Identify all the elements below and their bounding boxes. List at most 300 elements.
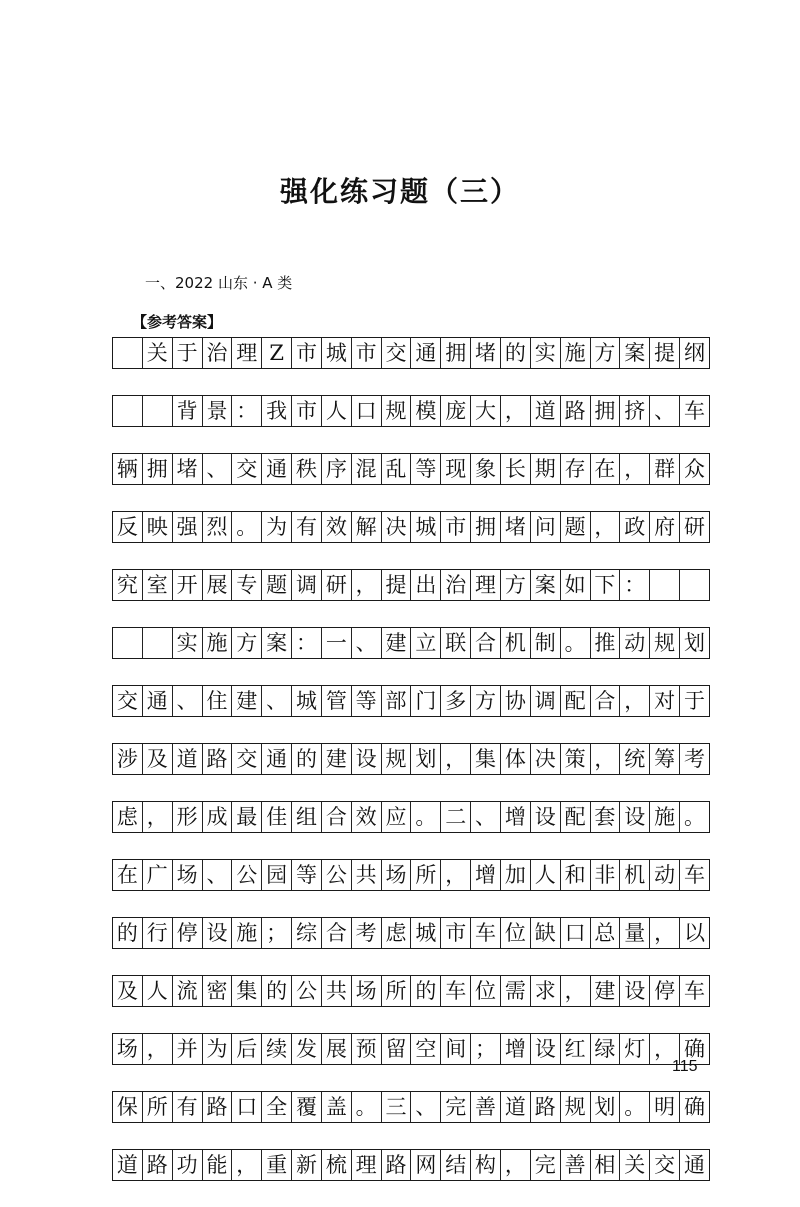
grid-cell: 府 — [650, 512, 680, 542]
grid-cell: 的 — [501, 338, 531, 368]
grid-cell: 灯 — [620, 1034, 650, 1064]
grid-cell: 增 — [471, 860, 501, 890]
grid-cell: 集 — [232, 976, 262, 1006]
grid-cell: 。 — [683, 804, 705, 829]
grid-cell: 场 — [352, 976, 382, 1006]
grid-row — [112, 627, 710, 659]
grid-cell: 堵 — [471, 338, 501, 368]
grid-cell: 研 — [683, 514, 705, 539]
grid-cell: 施 — [203, 628, 233, 658]
grid-cell: 完 — [531, 1150, 561, 1180]
grid-cell: 形 — [173, 802, 203, 832]
grid-cell: 二 — [441, 802, 471, 832]
grid-cell: 效 — [322, 512, 352, 542]
grid-cell: 虑 — [382, 918, 412, 948]
grid-cell: 期 — [531, 454, 561, 484]
grid-cell: 非 — [591, 860, 621, 890]
grid-cell: 合 — [322, 918, 352, 948]
grid-cell: 车 — [683, 978, 705, 1003]
grid-cell: 建 — [382, 628, 412, 658]
grid-cell: 密 — [203, 976, 233, 1006]
grid-cell: ， — [591, 512, 621, 542]
grid-cell: 所 — [411, 860, 441, 890]
grid-cell: 市 — [292, 396, 322, 426]
grid-row — [112, 337, 710, 369]
grid-cell: 综 — [292, 918, 322, 948]
grid-cell — [680, 570, 709, 600]
grid-cell: 、 — [203, 454, 233, 484]
grid-cell: 题 — [262, 570, 292, 600]
grid-cell: 的 — [113, 918, 143, 948]
grid-cell: 考 — [683, 746, 705, 771]
grid-cell: 有 — [173, 1092, 203, 1122]
grid-cell: 联 — [441, 628, 471, 658]
grid-cell: 调 — [531, 686, 561, 716]
grid-cell: 、 — [262, 686, 292, 716]
grid-cell: 车 — [471, 918, 501, 948]
grid-cell: 为 — [203, 1034, 233, 1064]
grid-cell: 。 — [561, 628, 591, 658]
grid-cell: 保 — [113, 1092, 143, 1122]
grid-cell: 调 — [292, 570, 322, 600]
grid-cell: 设 — [531, 1034, 561, 1064]
grid-cell: 关 — [620, 1150, 650, 1180]
grid-cell: 市 — [441, 512, 471, 542]
grid-cell: 拥 — [591, 396, 621, 426]
grid-row — [112, 1149, 710, 1181]
grid-cell: 建 — [591, 976, 621, 1006]
grid-cell: 全 — [262, 1092, 292, 1122]
grid-cell: 相 — [591, 1150, 621, 1180]
grid-cell: 功 — [173, 1150, 203, 1180]
grid-cell: 机 — [501, 628, 531, 658]
grid-cell: 施 — [561, 338, 591, 368]
grid-cell: 映 — [143, 512, 173, 542]
grid-cell: ； — [471, 1034, 501, 1064]
grid-cell: 住 — [203, 686, 233, 716]
grid-cell: 配 — [561, 686, 591, 716]
grid-cell: 堵 — [173, 454, 203, 484]
grid-cell: 共 — [352, 860, 382, 890]
grid-cell: 众 — [683, 456, 705, 481]
grid-cell: 纲 — [683, 340, 705, 365]
grid-cell: 划 — [683, 630, 705, 655]
grid-row — [112, 743, 710, 775]
grid-cell: 大 — [471, 396, 501, 426]
grid-cell: 空 — [411, 1034, 441, 1064]
grid-cell: 套 — [591, 802, 621, 832]
grid-cell: 、 — [173, 686, 203, 716]
grid-cell: 建 — [322, 744, 352, 774]
grid-cell: ， — [441, 860, 471, 890]
grid-row — [112, 917, 710, 949]
grid-cell: 红 — [561, 1034, 591, 1064]
grid-cell: 烈 — [203, 512, 233, 542]
grid-cell: 解 — [352, 512, 382, 542]
grid-cell: 应 — [382, 802, 412, 832]
grid-cell: 交 — [232, 744, 262, 774]
grid-cell: 室 — [143, 570, 173, 600]
grid-cell: 缺 — [531, 918, 561, 948]
grid-cell: 体 — [501, 744, 531, 774]
grid-cell: 公 — [232, 860, 262, 890]
grid-cell: 治 — [441, 570, 471, 600]
grid-cell: 混 — [352, 454, 382, 484]
page-title: 强化练习题（三） — [279, 175, 520, 208]
grid-cell: 立 — [411, 628, 441, 658]
grid-row — [112, 685, 710, 717]
grid-cell: 施 — [650, 802, 680, 832]
grid-cell: 堵 — [501, 512, 531, 542]
grid-cell: 研 — [322, 570, 352, 600]
grid-cell: 及 — [113, 976, 143, 1006]
grid-cell: 位 — [501, 918, 531, 948]
grid-cell: 明 — [650, 1092, 680, 1122]
grid-cell: 存 — [561, 454, 591, 484]
grid-cell: 有 — [292, 512, 322, 542]
grid-cell: 等 — [411, 454, 441, 484]
grid-cell: 在 — [591, 454, 621, 484]
grid-cell: 构 — [471, 1150, 501, 1180]
grid-cell: 群 — [650, 454, 680, 484]
grid-cell: 景 — [203, 396, 233, 426]
grid-cell: 乱 — [382, 454, 412, 484]
grid-cell: 及 — [143, 744, 173, 774]
grid-cell: 。 — [411, 802, 441, 832]
grid-cell: 决 — [531, 744, 561, 774]
grid-cell — [143, 396, 173, 426]
grid-cell: 多 — [441, 686, 471, 716]
grid-cell: ， — [591, 744, 621, 774]
grid-cell: 施 — [232, 918, 262, 948]
grid-cell: 规 — [561, 1092, 591, 1122]
grid-cell: 管 — [322, 686, 352, 716]
grid-cell: 究 — [113, 570, 143, 600]
grid-cell: 象 — [471, 454, 501, 484]
grid-cell: 开 — [173, 570, 203, 600]
grid-cell: 庞 — [441, 396, 471, 426]
grid-cell: 等 — [352, 686, 382, 716]
grid-cell: ， — [352, 570, 382, 600]
grid-cell: 场 — [382, 860, 412, 890]
grid-cell: 展 — [322, 1034, 352, 1064]
grid-cell: 背 — [173, 396, 203, 426]
grid-cell: 模 — [411, 396, 441, 426]
grid-cell: 善 — [561, 1150, 591, 1180]
grid-cell: 公 — [292, 976, 322, 1006]
grid-cell: 设 — [620, 802, 650, 832]
grid-cell: 提 — [650, 338, 680, 368]
grid-cell: 口 — [352, 396, 382, 426]
grid-cell: 路 — [561, 396, 591, 426]
grid-cell: 园 — [262, 860, 292, 890]
grid-cell: 盖 — [322, 1092, 352, 1122]
grid-cell: 成 — [203, 802, 233, 832]
grid-cell: 考 — [352, 918, 382, 948]
grid-cell: 关 — [143, 338, 173, 368]
answer-grid — [112, 337, 710, 1207]
grid-cell: ， — [232, 1150, 262, 1180]
grid-cell: 方 — [501, 570, 531, 600]
grid-cell: 下 — [591, 570, 621, 600]
grid-cell: 并 — [173, 1034, 203, 1064]
grid-row — [112, 975, 710, 1007]
grid-cell: 辆 — [113, 454, 143, 484]
grid-cell: 规 — [382, 744, 412, 774]
grid-cell: 人 — [143, 976, 173, 1006]
grid-cell: 所 — [143, 1092, 173, 1122]
grid-cell: 重 — [262, 1150, 292, 1180]
grid-row — [112, 453, 710, 485]
grid-cell: 在 — [113, 860, 143, 890]
grid-cell: 位 — [471, 976, 501, 1006]
grid-row — [112, 859, 710, 891]
grid-cell: ， — [620, 686, 650, 716]
grid-cell: 三 — [382, 1092, 412, 1122]
grid-cell: 道 — [113, 1150, 143, 1180]
grid-cell: 划 — [411, 744, 441, 774]
grid-cell: 最 — [232, 802, 262, 832]
grid-row — [112, 1033, 710, 1065]
grid-cell: 路 — [203, 1092, 233, 1122]
grid-cell: 案 — [262, 628, 292, 658]
grid-cell: 通 — [683, 1152, 705, 1177]
grid-cell: 行 — [143, 918, 173, 948]
grid-cell: 结 — [441, 1150, 471, 1180]
grid-cell — [113, 628, 143, 658]
grid-cell: 车 — [441, 976, 471, 1006]
grid-cell: 人 — [531, 860, 561, 890]
grid-cell: 通 — [143, 686, 173, 716]
grid-row — [112, 1091, 710, 1123]
grid-cell: 设 — [620, 976, 650, 1006]
grid-cell: 理 — [471, 570, 501, 600]
grid-cell: 广 — [143, 860, 173, 890]
grid-cell: 车 — [683, 398, 705, 423]
grid-cell: 佳 — [262, 802, 292, 832]
grid-cell: 预 — [352, 1034, 382, 1064]
grid-cell: 增 — [501, 802, 531, 832]
grid-cell: 加 — [501, 860, 531, 890]
grid-cell: ： — [232, 396, 262, 426]
grid-cell: ， — [441, 744, 471, 774]
grid-cell: 确 — [683, 1036, 705, 1061]
grid-cell: 完 — [441, 1092, 471, 1122]
grid-cell: 门 — [411, 686, 441, 716]
grid-cell: 统 — [620, 744, 650, 774]
grid-cell: 覆 — [292, 1092, 322, 1122]
grid-cell: Z — [262, 338, 292, 368]
grid-cell: 规 — [650, 628, 680, 658]
grid-cell: 设 — [352, 744, 382, 774]
grid-cell: 量 — [620, 918, 650, 948]
grid-cell: 能 — [203, 1150, 233, 1180]
grid-cell: 治 — [203, 338, 233, 368]
grid-cell: 于 — [173, 338, 203, 368]
grid-cell: 效 — [352, 802, 382, 832]
grid-cell: 划 — [591, 1092, 621, 1122]
grid-cell: 长 — [501, 454, 531, 484]
grid-cell: 口 — [232, 1092, 262, 1122]
grid-cell: 拥 — [471, 512, 501, 542]
grid-cell: 机 — [620, 860, 650, 890]
grid-cell: 于 — [683, 688, 705, 713]
grid-cell: 流 — [173, 976, 203, 1006]
grid-cell: 题 — [561, 512, 591, 542]
grid-cell: 一 — [322, 628, 352, 658]
grid-cell: 需 — [501, 976, 531, 1006]
grid-cell: 反 — [113, 512, 143, 542]
grid-cell: 等 — [292, 860, 322, 890]
grid-cell: 案 — [620, 338, 650, 368]
grid-cell: 政 — [620, 512, 650, 542]
grid-cell: 停 — [650, 976, 680, 1006]
grid-cell: 合 — [471, 628, 501, 658]
grid-cell: 方 — [232, 628, 262, 658]
grid-cell: 交 — [232, 454, 262, 484]
grid-cell: 道 — [501, 1092, 531, 1122]
grid-cell — [113, 338, 143, 368]
grid-cell — [113, 396, 143, 426]
grid-cell — [143, 628, 173, 658]
grid-cell: 城 — [411, 918, 441, 948]
grid-cell: 人 — [322, 396, 352, 426]
grid-cell: ， — [620, 454, 650, 484]
grid-cell: 、 — [203, 860, 233, 890]
grid-row — [112, 395, 710, 427]
grid-cell: 案 — [531, 570, 561, 600]
grid-cell: ， — [143, 1034, 173, 1064]
grid-cell: 的 — [292, 744, 322, 774]
grid-cell: ， — [143, 802, 173, 832]
grid-cell: 规 — [382, 396, 412, 426]
grid-cell: 对 — [650, 686, 680, 716]
grid-cell: 路 — [382, 1150, 412, 1180]
grid-cell: 策 — [561, 744, 591, 774]
grid-cell: 发 — [292, 1034, 322, 1064]
grid-cell: 所 — [382, 976, 412, 1006]
grid-cell: 动 — [650, 860, 680, 890]
grid-cell: 以 — [683, 920, 705, 945]
grid-cell: 强 — [173, 512, 203, 542]
grid-cell: 为 — [262, 512, 292, 542]
grid-cell: ， — [650, 918, 680, 948]
grid-cell: 建 — [232, 686, 262, 716]
grid-cell: 如 — [561, 570, 591, 600]
grid-cell: 。 — [620, 1092, 650, 1122]
grid-cell: 增 — [501, 1034, 531, 1064]
grid-cell: 合 — [591, 686, 621, 716]
grid-cell: 我 — [262, 396, 292, 426]
grid-cell: 方 — [591, 338, 621, 368]
grid-cell: ， — [650, 1034, 680, 1064]
grid-cell: 方 — [471, 686, 501, 716]
grid-cell: 理 — [232, 338, 262, 368]
grid-cell: 序 — [322, 454, 352, 484]
grid-cell: 协 — [501, 686, 531, 716]
page-number: 115 — [672, 1058, 698, 1075]
grid-cell: ， — [561, 976, 591, 1006]
grid-cell: 公 — [322, 860, 352, 890]
grid-cell: 通 — [262, 454, 292, 484]
grid-cell: ： — [620, 570, 650, 600]
grid-cell: 善 — [471, 1092, 501, 1122]
grid-cell: 路 — [203, 744, 233, 774]
grid-cell: 场 — [173, 860, 203, 890]
grid-cell: 路 — [531, 1092, 561, 1122]
grid-cell: 道 — [531, 396, 561, 426]
grid-cell: 理 — [352, 1150, 382, 1180]
grid-cell: 间 — [441, 1034, 471, 1064]
grid-cell: 筹 — [650, 744, 680, 774]
grid-cell: 梳 — [322, 1150, 352, 1180]
grid-cell: 拥 — [441, 338, 471, 368]
grid-cell: 总 — [591, 918, 621, 948]
grid-cell: 设 — [531, 802, 561, 832]
grid-cell: 问 — [531, 512, 561, 542]
grid-cell: 城 — [411, 512, 441, 542]
grid-cell: 设 — [203, 918, 233, 948]
answer-label: 【参考答案】 — [132, 313, 223, 331]
grid-row — [112, 569, 710, 601]
grid-cell: 求 — [531, 976, 561, 1006]
grid-cell: 的 — [411, 976, 441, 1006]
grid-cell: 通 — [262, 744, 292, 774]
grid-cell: 、 — [411, 1092, 441, 1122]
grid-cell: ； — [262, 918, 292, 948]
grid-cell: 决 — [382, 512, 412, 542]
grid-cell: 、 — [650, 396, 680, 426]
grid-row — [112, 801, 710, 833]
grid-cell: 推 — [591, 628, 621, 658]
grid-cell: ， — [501, 396, 531, 426]
grid-cell: 场 — [113, 1034, 143, 1064]
grid-cell: 、 — [352, 628, 382, 658]
grid-cell: 专 — [232, 570, 262, 600]
grid-cell: 涉 — [113, 744, 143, 774]
grid-cell: 道 — [173, 744, 203, 774]
grid-cell: 组 — [292, 802, 322, 832]
grid-cell: 制 — [531, 628, 561, 658]
grid-cell: 路 — [143, 1150, 173, 1180]
grid-cell: 。 — [352, 1092, 382, 1122]
grid-cell: 挤 — [620, 396, 650, 426]
grid-cell: 、 — [471, 802, 501, 832]
grid-cell: 部 — [382, 686, 412, 716]
grid-cell: 虑 — [113, 802, 143, 832]
grid-cell: 配 — [561, 802, 591, 832]
grid-cell: 续 — [262, 1034, 292, 1064]
grid-cell: 现 — [441, 454, 471, 484]
grid-cell: 合 — [322, 802, 352, 832]
grid-cell: 实 — [531, 338, 561, 368]
grid-cell: 提 — [382, 570, 412, 600]
grid-cell — [650, 570, 680, 600]
grid-cell: 和 — [561, 860, 591, 890]
grid-row — [112, 511, 710, 543]
grid-cell: 留 — [382, 1034, 412, 1064]
grid-cell: ： — [292, 628, 322, 658]
grid-cell: 后 — [232, 1034, 262, 1064]
grid-cell: 的 — [262, 976, 292, 1006]
grid-cell: 网 — [411, 1150, 441, 1180]
grid-cell: 交 — [113, 686, 143, 716]
grid-cell: 。 — [232, 512, 262, 542]
grid-cell: 城 — [322, 338, 352, 368]
grid-cell: 新 — [292, 1150, 322, 1180]
grid-cell: 城 — [292, 686, 322, 716]
grid-cell: 实 — [173, 628, 203, 658]
